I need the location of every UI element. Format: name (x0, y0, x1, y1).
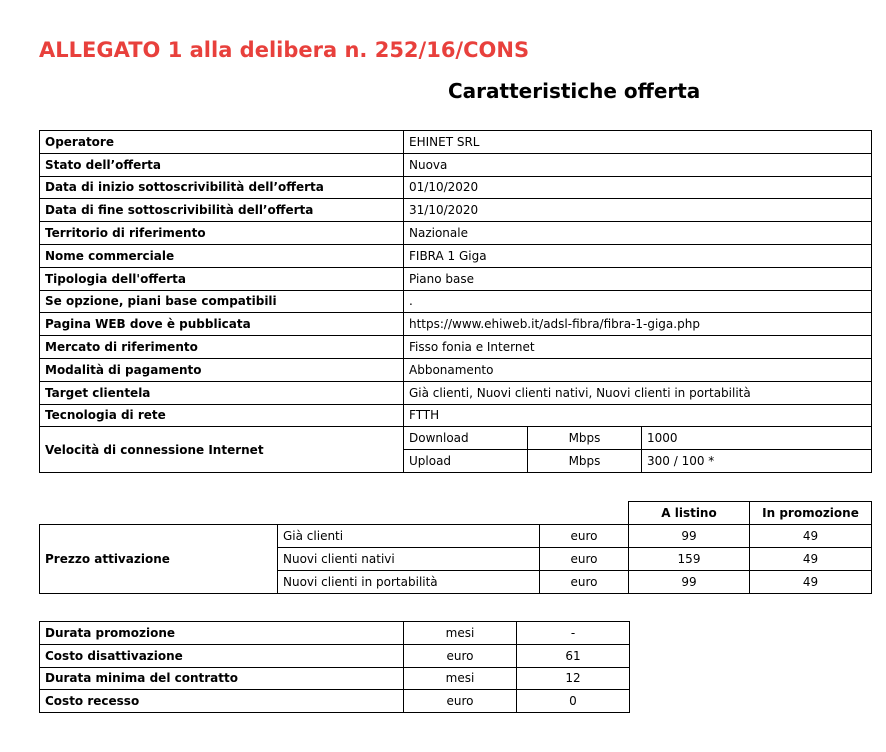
activation-price-label: Prezzo attivazione (40, 525, 278, 594)
table-row (40, 244, 872, 267)
field-label: Mercato di riferimento (40, 336, 404, 359)
cost-unit: mesi (404, 667, 517, 690)
table-row (40, 176, 872, 199)
field-label: Tipologia dell'offerta (40, 267, 404, 290)
field-value: https://www.ehiweb.it/adsl-fibra/fibra-1-giga.php (404, 313, 872, 336)
promo-price: 49 (750, 571, 872, 594)
field-label: Target clientela (40, 381, 404, 404)
field-value: Piano base (404, 267, 872, 290)
promo-price: 49 (750, 548, 872, 571)
field-label: Modalità di pagamento (40, 358, 404, 381)
field-value: EHINET SRL (404, 131, 872, 154)
table-row (40, 267, 872, 290)
currency-unit: euro (540, 571, 629, 594)
offer-table (39, 130, 872, 473)
field-value: . (404, 290, 872, 313)
field-label: Stato dell’offerta (40, 153, 404, 176)
table-row (40, 404, 872, 427)
table-row (40, 222, 872, 245)
download-label: Download (404, 427, 528, 450)
table-row (40, 427, 872, 450)
column-header-promo: In promozione (750, 502, 872, 525)
table-row (40, 290, 872, 313)
cost-label: Durata promozione (40, 622, 404, 645)
speed-label: Velocità di connessione Internet (40, 427, 404, 473)
field-value: FTTH (404, 404, 872, 427)
table-row (40, 690, 630, 713)
table-row (40, 131, 872, 154)
cost-label: Costo disattivazione (40, 644, 404, 667)
field-value: Nuova (404, 153, 872, 176)
listino-price: 159 (629, 548, 750, 571)
offer-table-body (40, 131, 872, 427)
client-type: Già clienti (278, 525, 540, 548)
field-value: 01/10/2020 (404, 176, 872, 199)
field-value: Fisso fonia e Internet (404, 336, 872, 359)
field-value: Già clienti, Nuovi clienti nativi, Nuovi clienti in portabilità (404, 381, 872, 404)
field-value: FIBRA 1 Giga (404, 244, 872, 267)
currency-unit: euro (540, 525, 629, 548)
field-label: Se opzione, piani base compatibili (40, 290, 404, 313)
cost-unit: mesi (404, 622, 517, 645)
upload-unit: Mbps (528, 450, 642, 473)
listino-price: 99 (629, 571, 750, 594)
field-value: Nazionale (404, 222, 872, 245)
table-row (40, 199, 872, 222)
client-type: Nuovi clienti nativi (278, 548, 540, 571)
client-type: Nuovi clienti in portabilità (278, 571, 540, 594)
cost-value: 0 (517, 690, 630, 713)
table-row (40, 381, 872, 404)
table-row (40, 358, 872, 381)
table-row (40, 667, 630, 690)
field-label: Operatore (40, 131, 404, 154)
document-heading: ALLEGATO 1 alla delibera n. 252/16/CONS (39, 38, 530, 62)
promo-price: 49 (750, 525, 872, 548)
cost-label: Costo recesso (40, 690, 404, 713)
field-label: Territorio di riferimento (40, 222, 404, 245)
field-label: Data di inizio sottoscrivibilità dell’offerta (40, 176, 404, 199)
upload-value: 300 / 100 * (642, 450, 872, 473)
field-label: Tecnologia di rete (40, 404, 404, 427)
page-title: Caratteristiche offerta (448, 79, 701, 103)
cost-label: Durata minima del contratto (40, 667, 404, 690)
cost-value: 12 (517, 667, 630, 690)
activation-table-body (40, 502, 872, 594)
field-label: Nome commerciale (40, 244, 404, 267)
table-row (40, 313, 872, 336)
cost-value: - (517, 622, 630, 645)
listino-price: 99 (629, 525, 750, 548)
cost-value: 61 (517, 644, 630, 667)
field-value: 31/10/2020 (404, 199, 872, 222)
table-row (40, 525, 872, 548)
field-label: Pagina WEB dove è pubblicata (40, 313, 404, 336)
currency-unit: euro (540, 548, 629, 571)
field-label: Data di fine sottoscrivibilità dell’offerta (40, 199, 404, 222)
download-unit: Mbps (528, 427, 642, 450)
upload-label: Upload (404, 450, 528, 473)
costs-table (39, 621, 630, 713)
table-header-row (40, 502, 872, 525)
costs-table-body (40, 622, 630, 713)
field-value: Abbonamento (404, 358, 872, 381)
table-row (40, 644, 630, 667)
table-row (40, 153, 872, 176)
activation-price-table (39, 501, 872, 594)
speed-rows (40, 427, 872, 473)
table-row (40, 622, 630, 645)
download-value: 1000 (642, 427, 872, 450)
cost-unit: euro (404, 644, 517, 667)
cost-unit: euro (404, 690, 517, 713)
table-row (40, 336, 872, 359)
column-header-listino: A listino (629, 502, 750, 525)
